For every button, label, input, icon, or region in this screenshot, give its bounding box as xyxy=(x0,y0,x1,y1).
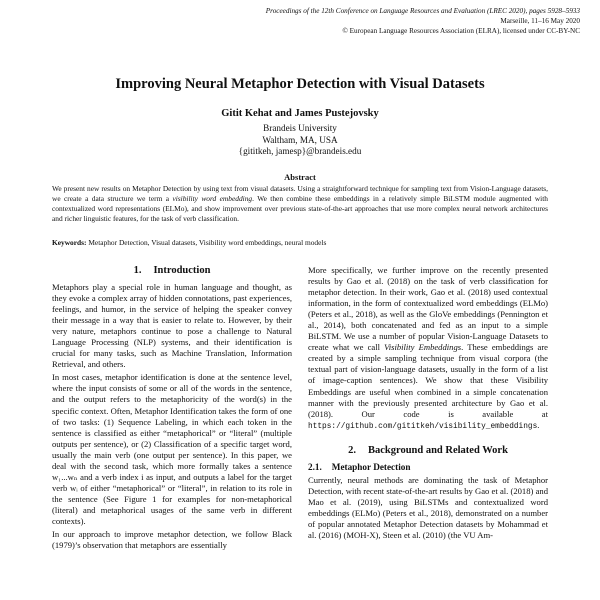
abstract-text xyxy=(52,184,548,224)
abstract-emphasis: visibility word embedding xyxy=(172,194,253,203)
paragraph: Metaphors play a special role in human language and thought, as they evoke a complex array of hidden connotations, past experiences, feelings, and humor, in the service of helping the speaker convey their message in a way that is easier to relate to. However, by their very nature, metaphors continue to pose a challenge to Natural Language Processing (NLP) systems, and their identification is crucial for many tasks, such as Machine Translation, Information Retrieval, and others. xyxy=(52,282,292,370)
section-number: 1. xyxy=(133,265,142,276)
emphasis: Visibility Embeddings xyxy=(384,342,462,353)
section-heading-introduction xyxy=(52,265,292,276)
keywords xyxy=(52,238,548,248)
paragraph: Currently, neural methods are dominating the task of Metaphor Detection, with recent state-of-the-art results by Gao et al. (2018) and Mao et al. (2019), using BiLSTMs and contextualized word embeddings (ELMo) (Peters et al., 2018), demonstrated on a number of popular annotated Metaphor Detection datasets by Mohammad et al. (2016) (MOH-X), Steen et al. (2010) (the VU Am- xyxy=(308,474,548,540)
abstract-heading: Abstract xyxy=(284,172,316,182)
keywords-label: Keywords: xyxy=(52,238,87,247)
keywords-list: Metaphor Detection, Visual datasets, Visibility word embeddings, neural models xyxy=(88,238,327,247)
section-title: Background and Related Work xyxy=(367,444,508,456)
subsection-title: Metaphor Detection xyxy=(331,461,411,472)
right-column xyxy=(308,265,548,543)
paragraph-part: More specifically, we further improve on the recently presented results by Gao et al. (2018) on the task of verb classification for metaphor detection. In their work, Gao et al. (2018) used contextual information, in the form of contextualized word embeddings (ELMo) (Peters et al., 2018), as well as the GloVe embeddings (Pennington et al., 2014), both concatenated and fed as an input to a simple BiLSTM. We use a number of popular Vision-Language Datasets to create what we call xyxy=(308,265,548,353)
code-url-link[interactable]: https://github.com/gititkeh/visibility_embeddings xyxy=(308,422,538,431)
affiliation xyxy=(0,123,600,158)
proceedings-header xyxy=(266,6,580,36)
paper-title: Improving Neural Metaphor Detection with Visual Datasets xyxy=(115,76,485,92)
institution: Brandeis University xyxy=(263,123,337,133)
subsection-heading xyxy=(308,462,548,472)
section-heading-background xyxy=(308,445,548,456)
venue-line: Marseille, 11–16 May 2020 xyxy=(500,17,580,25)
proceedings-line: Proceedings of the 12th Conference on Language Resources and Evaluation (LREC 2020), pages 5928–5933 xyxy=(265,7,580,15)
abstract-part: . We then combine these embeddings in a relatively simple BiLSTM module augmented with contextualized word representations (ELMo), and show improvement over previous state-of-the-art approaches that use more complex neural network architectures and richer linguistic features, for the task of verb classification. xyxy=(52,194,548,223)
subsection-number: 2.1. xyxy=(308,461,322,472)
license-line: © European Language Resources Association (ELRA), licensed under CC-BY-NC xyxy=(342,27,580,35)
location: Waltham, MA, USA xyxy=(262,134,338,145)
section-number: 2. xyxy=(348,444,356,456)
abstract-part: We present new results on Metaphor Detection by using text from visual datasets. Using a straightforward technique for sampling text from Vision-Language datasets, we create a data structure we term a xyxy=(52,184,548,203)
paragraph: In most cases, metaphor identification is done at the sentence level, where the input consists of some or all of the words in the sentence, and the output refers to the metaphoricity of the word(s) in the specific context. Often, Metaphor Identification takes the form of one of two tasks: (1) Sequence Labeling, in which each token in the sentence is classified as either “metaphorical” or “literal” (multiple outputs per sentence), or (2) Classification of a specific target word, usually the main verb (one output per sentence). In this paper, we deal with the second task, which more formally takes a sentence w₁...wₙ and a verb index i as input, and outputs a label for the target verb wᵢ of either “metaphorical” or “literal”, in relation to its role in the sentence (See Figure 1 for examples for non-metaphorical (literal) and metaphorical usages of the same verb in different contexts). xyxy=(52,372,292,526)
paragraph-part: . xyxy=(537,419,540,430)
author-names: Gitit Kehat and James Pustejovsky xyxy=(221,108,379,119)
paragraph xyxy=(308,265,548,433)
paragraph: In our approach to improve metaphor detection, we follow Black (1979)’s observation that metaphors are essentially xyxy=(52,529,292,551)
author-email: {gititkeh, jamesp}@brandeis.edu xyxy=(238,146,362,156)
section-title: Introduction xyxy=(153,265,211,276)
paragraph-part: . These embeddings are created by a simple sampling technique from visual corpora (the textual part of vision-language datasets, usually in the form of a list of image-caption sentences). We show that these Visibility Embeddings are useful when combined in a simple concatenation manner with the previously presented architecture by Gao et al. (2018). Our code is available at xyxy=(308,342,548,419)
left-column xyxy=(52,265,292,553)
